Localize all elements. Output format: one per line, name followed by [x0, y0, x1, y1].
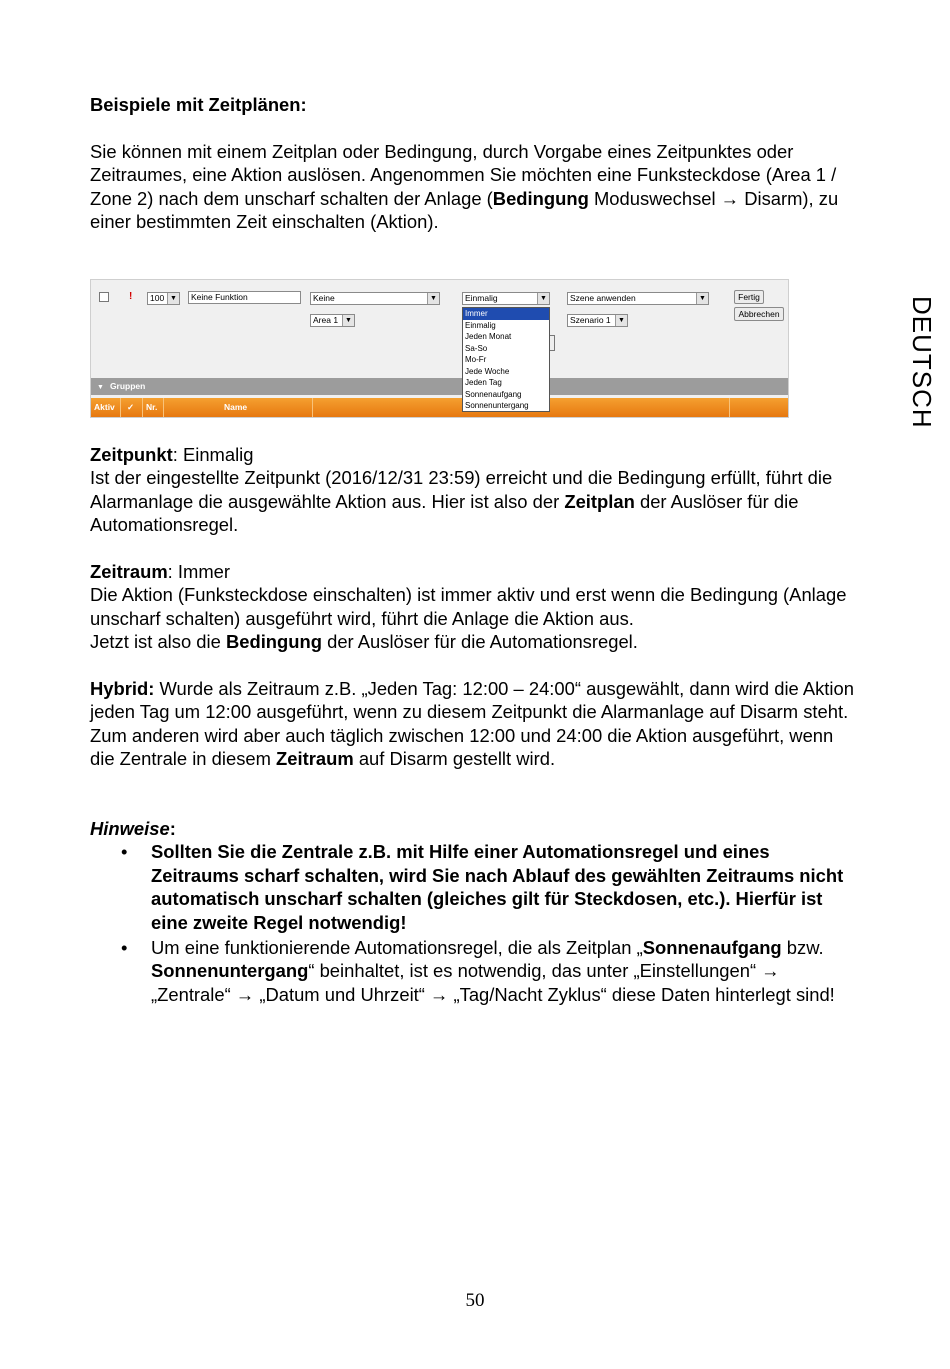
zeitpunkt-part: der Auslöser für die Automationsregel. — [90, 490, 799, 536]
intro-paragraph — [90, 140, 860, 234]
zeitpunkt-title — [90, 443, 860, 466]
schedule-value: Einmalig — [465, 293, 498, 303]
priority-indicator: ! — [129, 291, 133, 302]
column-divider — [729, 398, 730, 417]
schedule-dropdown-list — [462, 307, 550, 412]
zeitpunkt-value: : Einmalig — [172, 444, 254, 465]
schedule-select[interactable] — [462, 292, 550, 305]
hinweis-2-bold: Sonnenuntergang — [151, 960, 309, 982]
heading-text: Beispiele mit Zeitplänen: — [90, 94, 307, 115]
chevron-down-icon: ▼ — [615, 315, 627, 326]
triangle-down-icon: ▼ — [97, 384, 104, 391]
schedule-option[interactable]: Jeden Monat — [465, 332, 512, 341]
list-item — [90, 840, 860, 934]
zeitpunkt-part: Ist der eingestellte Zeitpunkt (2016/12/31 23:59) erreicht und die Bedingung erfüllt, führt die Alarmanlage die ausgewählte Aktion aus. Hier ist also der — [90, 467, 833, 512]
schedule-option[interactable]: Sa-So — [465, 343, 488, 353]
page-number: 50 — [465, 1290, 485, 1311]
zeitraum-part: der Auslöser für die Automationsregel. — [321, 631, 638, 653]
hinweis-2-part: “ beinhaltet, ist es notwendig, das unter „Einstellungen“ — [308, 960, 762, 982]
intro-part: Moduswechsel — [588, 187, 721, 209]
row-checkbox[interactable] — [99, 292, 109, 302]
schedule-option[interactable]: Sonnenaufgang — [465, 389, 522, 399]
section-heading — [90, 93, 860, 116]
zeitraum-bold: Bedingung — [225, 631, 322, 653]
zeitpunkt-label: Zeitpunkt — [90, 444, 173, 465]
automation-rule-screenshot — [90, 279, 789, 418]
zeitraum-value: : Immer — [167, 561, 230, 582]
condition-select[interactable] — [310, 292, 440, 305]
schedule-option[interactable]: Einmalig — [465, 320, 496, 330]
column-divider — [142, 398, 143, 417]
hybrid-section — [90, 677, 860, 771]
hinweise-section — [90, 817, 860, 1006]
schedule-option[interactable]: Immer — [463, 308, 549, 320]
intro-bold: Bedingung — [492, 187, 589, 209]
action-select[interactable] — [567, 292, 709, 305]
zeitpunkt-section — [90, 443, 860, 537]
table-header — [91, 398, 788, 417]
hinweise-title — [90, 817, 860, 840]
arrow-icon: → — [761, 960, 780, 982]
intro-part: Disarm), zu einer bestimmten Zeit einschalten (Aktion). — [90, 187, 839, 233]
done-button[interactable]: Fertig — [734, 290, 764, 304]
hinweise-list — [90, 840, 860, 1006]
zeitraum-title — [90, 560, 860, 583]
count-select[interactable] — [147, 292, 180, 305]
area-select[interactable] — [310, 314, 355, 327]
column-divider — [163, 398, 164, 417]
schedule-option[interactable]: Mo-Fr — [465, 355, 487, 364]
scenario-value: Szenario 1 — [570, 315, 611, 325]
zeitraum-section — [90, 560, 860, 654]
arrow-icon: → — [235, 983, 255, 1005]
hybrid-part: Wurde als Zeitraum z.B. „Jeden Tag: 12:00 – 24:00“ ausgewählt, dann wird die Aktion jeden Tag um 12:00 ausgeführt, wenn zu diesem Zeitpunkt die Alarmanlage auf Disarm steht. Zum anderen wird aber auch täglich zwischen 12:00 und 24:00 die Aktion ausgeführt, wenn die Zentrale in diesem — [90, 678, 854, 770]
hinweis-2-part: „Zentrale“ — [151, 983, 236, 1005]
action-value: Szene anwenden — [570, 293, 636, 303]
hinweis-2-bold: Sonnenaufgang — [642, 937, 782, 959]
zeitraum-text-2 — [90, 630, 860, 653]
chevron-down-icon: ▼ — [342, 315, 354, 326]
hinweis-2-part: bzw. — [781, 937, 824, 959]
language-side-label: DEUTSCH — [907, 296, 937, 429]
column-header-check: ✓ — [127, 402, 135, 412]
arrow-icon: → — [720, 187, 740, 209]
bullet-icon: • — [121, 841, 128, 863]
function-input[interactable] — [188, 291, 301, 304]
function-value: Keine Funktion — [191, 292, 248, 302]
hinweis-2-part: „Tag/Nacht Zyklus“ diese Daten hinterlegt sind! — [448, 983, 835, 1005]
zeitraum-text: Die Aktion (Funksteckdose einschalten) ist immer aktiv und erst wenn die Bedingung (Anlage unscharf schalten) ausgeführt wird, führt die Anlage die Aktion aus. — [90, 584, 847, 629]
hybrid-text — [90, 677, 860, 771]
hinweise-label: Hinweise — [90, 818, 170, 839]
hinweise-colon: : — [169, 818, 176, 839]
groups-label: Gruppen — [109, 381, 146, 391]
hinweis-2-part: Um eine funktionierende Automationsregel, die als Zeitplan „ — [151, 937, 643, 959]
bullet-icon: • — [121, 937, 128, 959]
list-item — [90, 936, 860, 1006]
hybrid-label: Hybrid: — [90, 678, 155, 699]
schedule-option[interactable]: Sonnenuntergang — [465, 401, 529, 410]
column-header-active: Aktiv — [94, 402, 115, 412]
chevron-down-icon: ▼ — [427, 293, 439, 304]
column-divider — [120, 398, 121, 417]
hybrid-part: auf Disarm gestellt wird. — [353, 748, 556, 770]
zeitpunkt-text — [90, 466, 860, 536]
count-value: 100 — [150, 293, 165, 303]
intro-part: Sie können mit einem Zeitplan oder Bedingung, durch Vorgabe eines Zeitpunktes oder Zeitraumes, eine Aktion auslösen. Angenommen Sie möchten eine Funksteckdose (Area 1 / Zone 2) nach dem unscharf schalten der Anlage ( — [90, 141, 837, 209]
arrow-icon: → — [430, 983, 449, 1005]
scenario-select[interactable] — [567, 314, 628, 327]
condition-value: Keine — [313, 293, 335, 303]
hinweis-1-text: Sollten Sie die Zentrale z.B. mit Hilfe einer Automationsregel und eines Zeitraums scharf schalten, wird Sie nach Ablauf des gewählten Zeitraums nicht automatisch unscharf schalten (gleiches gilt für Steckdosen, etc.). Hierfür ist eine zweite Regel notwendig! — [151, 841, 844, 933]
schedule-option[interactable]: Jeden Tag — [465, 378, 502, 387]
schedule-option[interactable]: Jede Woche — [465, 366, 510, 376]
column-divider — [312, 398, 313, 417]
zeitraum-label: Zeitraum — [90, 561, 168, 582]
hybrid-bold: Zeitraum — [276, 748, 354, 770]
area-value: Area 1 — [313, 315, 339, 325]
groups-bar[interactable] — [91, 378, 788, 395]
zeitpunkt-bold: Zeitplan — [564, 490, 635, 512]
column-header-name: Name — [224, 402, 248, 412]
chevron-down-icon: ▼ — [696, 293, 708, 304]
hinweis-2-part: „Datum und Uhrzeit“ — [254, 983, 431, 1005]
chevron-down-icon: ▼ — [537, 293, 549, 304]
zeitraum-part: Jetzt ist also die — [90, 631, 226, 653]
intro-text — [90, 140, 860, 234]
chevron-down-icon: ▼ — [167, 293, 179, 304]
cancel-button[interactable]: Abbrechen — [734, 307, 784, 321]
column-header-number: Nr. — [146, 402, 158, 412]
